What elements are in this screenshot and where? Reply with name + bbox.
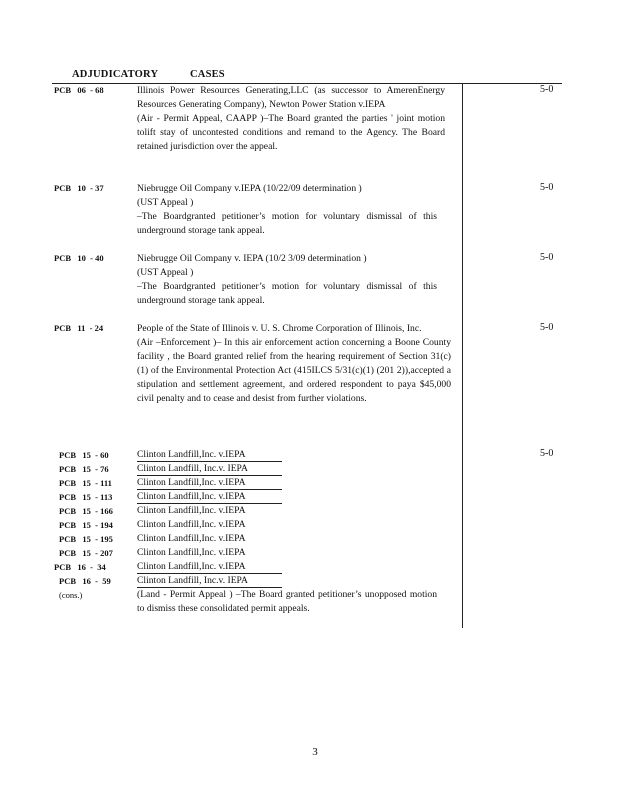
case-number: PCB 10 - 40 (54, 253, 104, 263)
case-name: Clinton Landfill,Inc. v.IEPA (137, 519, 246, 530)
consolidated-label: (cons.) (59, 590, 83, 600)
case-number: PCB 15 - 76 (59, 464, 109, 474)
case-name: Clinton Landfill,Inc. v.IEPA (137, 505, 246, 516)
case-type: (UST Appeal ) (137, 197, 194, 208)
case-name: Clinton Landfill,Inc. v.IEPA (137, 561, 282, 574)
case-number: PCB 15 - 166 (59, 506, 113, 516)
page-number: 3 (312, 746, 318, 758)
case-summary: (Air - Permit Appeal, CAAPP )–The Board granted the parties ' joint motion tolift stay of uncontested conditions and remand to the Agency. The Board retained jurisdiction over the appeal. (137, 113, 445, 152)
case-vote: 5-0 (540, 448, 554, 459)
case-number: PCB 15 - 195 (59, 534, 113, 544)
case-body (137, 252, 437, 308)
case-name: Clinton Landfill,Inc. v.IEPA (137, 491, 282, 504)
case-number: PCB 16 - 59 (59, 576, 111, 586)
case-body (137, 84, 445, 154)
case-name: Clinton Landfill, Inc.v. IEPA (137, 463, 282, 476)
case-summary: –The Boardgranted petitioner’s motion for voluntary dismissal of this underground storage tank appeal. (137, 211, 437, 236)
case-type: (UST Appeal ) (137, 267, 194, 278)
case-title: People of the State of Illinois v. U. S. Chrome Corporation of Illinois, Inc. (137, 323, 422, 334)
case-number: PCB 11 - 24 (54, 323, 104, 333)
case-number: PCB 15 - 111 (59, 478, 112, 488)
case-vote: 5-0 (540, 252, 554, 263)
case-vote: 5-0 (540, 84, 554, 95)
case-vote: 5-0 (540, 322, 554, 333)
header-cases: CASES (190, 69, 225, 80)
case-number: PCB 10 - 37 (54, 183, 104, 193)
case-name: Clinton Landfill,Inc. v.IEPA (137, 547, 246, 558)
case-name: Clinton Landfill,Inc. v.IEPA (137, 533, 246, 544)
case-number: PCB 15 - 113 (59, 492, 113, 502)
consolidated-case-numbers (54, 448, 113, 602)
case-name: Clinton Landfill,Inc. v.IEPA (137, 477, 282, 490)
case-summary: (Land - Permit Appeal ) –The Board granted petitioner’s unopposed motion to dismiss these consolidated permit appeals. (137, 589, 437, 614)
case-body (137, 322, 451, 406)
case-summary: (Air –Enforcement )– In this air enforcement action concerning a Boone County facility , the Board granted relief from the hearing requirement of Section 31(c)(1) of the Environmental Protection Act (415ILCS 5/31(c)(1) (201 2)),accepted a stipulation and settlement agreement, and ordered respondent to paya $45,000 civil penalty and to cease and desist from further violations. (137, 337, 451, 404)
case-title: Niebrugge Oil Company v. IEPA (10/2 3/09 determination ) (137, 253, 367, 264)
column-divider (462, 84, 463, 628)
case-number: PCB 15 - 60 (59, 450, 109, 460)
case-summary: –The Boardgranted petitioner’s motion for voluntary dismissal of this underground storage tank appeal. (137, 281, 437, 306)
consolidated-case-names (137, 448, 282, 588)
case-number: PCB 16 - 34 (54, 562, 106, 572)
case-name: Clinton Landfill,Inc. v.IEPA (137, 449, 282, 462)
case-title: Niebrugge Oil Company v.IEPA (10/22/09 determination ) (137, 183, 362, 194)
case-number: PCB 06 - 68 (54, 85, 104, 95)
header-adjudicatory: ADJUDICATORY (72, 69, 159, 80)
case-vote: 5-0 (540, 182, 554, 193)
case-number: PCB 15 - 194 (59, 520, 113, 530)
case-body (137, 182, 437, 238)
case-title: Illinois Power Resources Generating,LLC (as successor to AmerenEnergy Resources Generating Company), Newton Power Station v.IEPA (137, 85, 445, 110)
case-number: PCB 15 - 207 (59, 548, 113, 558)
case-name: Clinton Landfill, Inc.v. IEPA (137, 575, 282, 588)
